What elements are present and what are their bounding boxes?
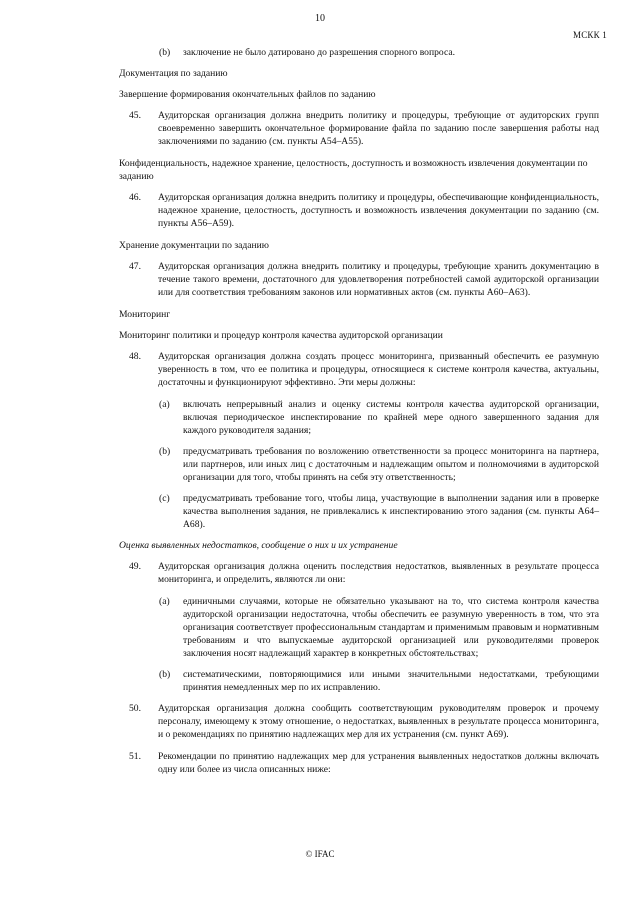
sub-item xyxy=(119,492,599,531)
numbered-paragraph xyxy=(119,109,599,148)
paragraph-number: 47. xyxy=(129,261,141,272)
sub-item-label: (b) xyxy=(159,669,171,680)
section-heading: Конфиденциальность, надежное хранение, целостность, доступность и возможность извлечения документации по заданию xyxy=(119,158,588,182)
paragraph-number: 45. xyxy=(129,110,141,121)
sub-item-label: (a) xyxy=(159,399,170,410)
paragraph-text: единичными случаями, которые не обязательно указывают на то, что система контроля качества аудиторской организации недостаточна, чтобы обеспечить ее разумную уверенность в том, что эта организация соответствует профессиональным стандартам и применимым правовым и нормативным требованиям и что выпускаемые аудиторской организацией или руководителями проверок заключения носят надлежащий характер в конкретных обстоятельствах; xyxy=(183,596,599,659)
sub-item-label: (c) xyxy=(159,493,170,504)
paragraph-text: Аудиторская организация должна внедрить политику и процедуры, требующие хранить документацию в течение такого времени, достаточного для удовлетворения потребностей самой аудиторской организации или для соответствия требованиям законов или нормативных актов (см. пункты А60–А63). xyxy=(158,261,599,298)
section-heading: Мониторинг xyxy=(119,309,171,320)
sub-item-label: (b) xyxy=(159,446,171,457)
section-heading: Хранение документации по заданию xyxy=(119,240,269,251)
paragraph-number: 49. xyxy=(129,561,141,572)
paragraph-text: Аудиторская организация должна создать процесс мониторинга, призванный обеспечить ее разумную уверенность в том, что ее политика и процедуры, относящиеся к системе контроля качества, актуальны, достаточны и функционируют эффективно. Эти меры должны: xyxy=(158,351,599,388)
paragraph-text: заключение не было датировано до разрешения спорного вопроса. xyxy=(183,47,455,58)
numbered-paragraph xyxy=(119,350,599,389)
sub-item-label: (a) xyxy=(159,596,170,607)
section-heading: Документация по заданию xyxy=(119,68,228,79)
sub-item xyxy=(119,445,599,484)
paragraph-text: включать непрерывный анализ и оценку системы контроля качества аудиторской организации, включая периодическое инспектирование по крайней мере одного завершенного задания для каждого руководителя задания; xyxy=(183,399,599,436)
paragraph-text: Аудиторская организация должна сообщить соответствующим руководителям проверок и прочему персоналу, имеющему к этому отношение, о недостатках, выявленных в результате процесса мониторинга, и о рекомендациях по принятию надлежащих мер для их устранения (см. пункт А69). xyxy=(158,703,599,740)
sub-item xyxy=(119,668,599,694)
numbered-paragraph xyxy=(119,560,599,586)
sub-item xyxy=(119,595,599,660)
numbered-paragraph xyxy=(119,191,599,230)
sub-item xyxy=(119,398,599,437)
paragraph-number: 51. xyxy=(129,751,141,762)
section-heading: Оценка выявленных недостатков, сообщение о них и их устранение xyxy=(119,540,398,551)
paragraph-number: 48. xyxy=(129,351,141,362)
numbered-paragraph xyxy=(119,260,599,299)
paragraph-text: предусматривать требование того, чтобы лица, участвующие в выполнении задания или в проверке качества выполнения задания, не привлекались к инспектированию этого задания (см. пункты А64–А68). xyxy=(183,493,599,530)
numbered-paragraph xyxy=(119,702,599,741)
page-number: 10 xyxy=(315,13,325,24)
paragraph-text: Аудиторская организация должна внедрить политику и процедуры, обеспечивающие конфиденциальность, надежное хранение, целостность, доступность и возможность извлечения документации по заданию (см. пункты А56–А59). xyxy=(158,192,599,229)
section-heading: Мониторинг политики и процедур контроля качества аудиторской организации xyxy=(119,330,443,341)
paragraph-number: 50. xyxy=(129,703,141,714)
paragraph-text: Аудиторская организация должна внедрить политику и процедуры, требующие от аудиторских групп своевременно завершить окончательное формирование файла по заданию после завершения работы над заключениями по заданию (см. пункты А54–А55). xyxy=(158,110,599,147)
section-heading: Завершение формирования окончательных файлов по заданию xyxy=(119,89,376,100)
sub-item-label: (b) xyxy=(159,47,171,58)
standard-code: МСКК 1 xyxy=(573,30,607,40)
paragraph-text: предусматривать требования по возложению ответственности за процесс мониторинга на партнера, или партнеров, или иных лиц с достаточным и надлежащим опытом и полномочиями в аудиторской организации для того, чтобы принять на себя эту ответственность; xyxy=(183,446,599,483)
paragraph-number: 46. xyxy=(129,192,141,203)
paragraph-text: систематическими, повторяющимися или иными значительными недостатками, требующими принятия немедленных мер по их исправлению. xyxy=(183,669,599,693)
numbered-paragraph xyxy=(119,750,599,776)
document-body xyxy=(119,46,599,785)
copyright-footer: © IFAC xyxy=(305,849,335,859)
paragraph-text: Рекомендации по принятию надлежащих мер для устранения выявленных недостатков должны включать одну или более из числа описанных ниже: xyxy=(158,751,599,775)
sub-item xyxy=(119,46,599,59)
paragraph-text: Аудиторская организация должна оценить последствия недостатков, выявленных в результате процесса мониторинга, и определить, являются ли они: xyxy=(158,561,599,585)
